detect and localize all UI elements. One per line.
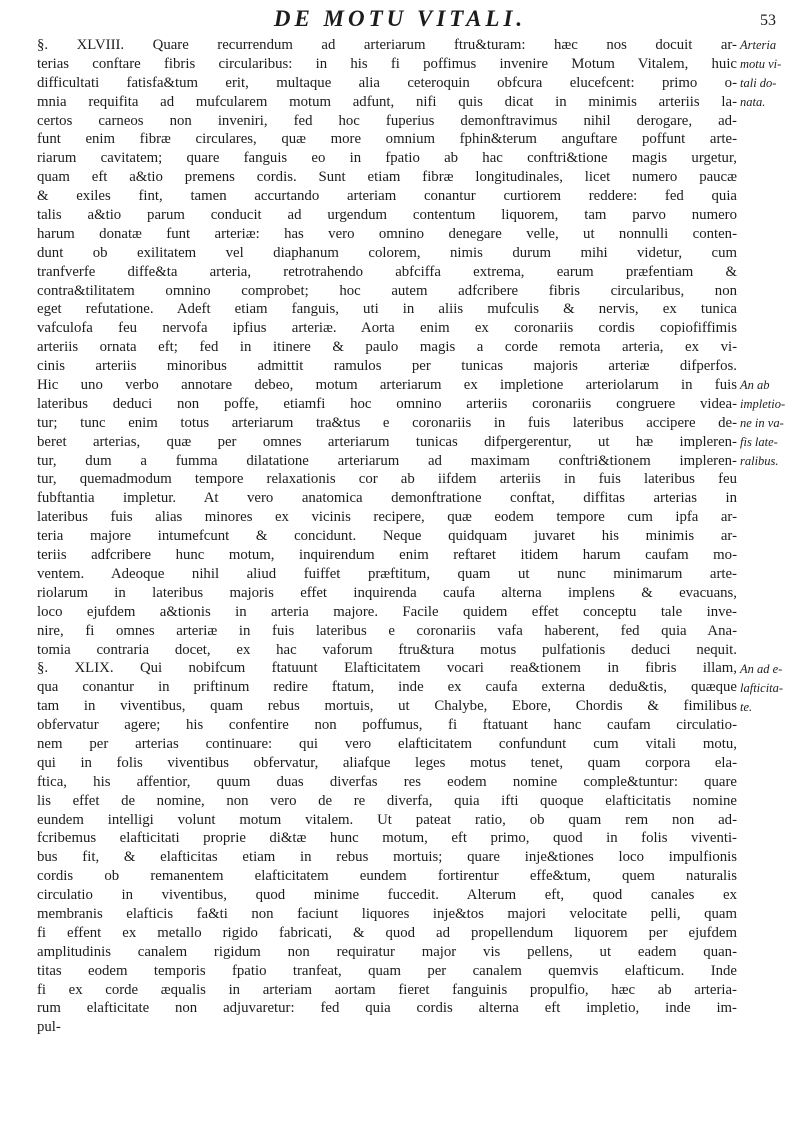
- text-line: contra&tilitatem omnino comprobet; hoc autem adfcribere fibris circularibus, non: [37, 282, 737, 299]
- text-line: membranis elafticis fa&ti non faciunt liquores inje&tos majori velocitate pelli, quam: [37, 905, 737, 922]
- text-line: obfervatur agere; his confentire non poffumus, fi ftatuant hanc caufam circulatio-: [37, 717, 737, 734]
- text-line: & exiles fint, tamen accurtando arteriam conantur curtiorem reddere: fed quia: [37, 188, 737, 205]
- margin-note: Arteria: [740, 38, 777, 52]
- margin-note: ralibus.: [740, 453, 779, 468]
- text-line: eget refutatione. Adeft etiam fanguis, uti in aliis mufculis & nervis, ex tunica: [37, 301, 737, 318]
- margin-note: motu vi-: [740, 56, 782, 71]
- text-line: arteriis ornata eft; fed in itinere & paulo magis a corde remota arteria, ex vi-: [37, 339, 737, 356]
- text-line: teria majore intumefcunt & concidunt. Neque quidquam juvaret his minimis ar-: [37, 528, 737, 545]
- text-line: titas eodem temporis fpatio tranfeat, quam per canalem quemvis elafticum. Inde: [37, 962, 737, 979]
- text-line: loco ejufdem a&tionis in arteria majore. Facile quidem effet conceptu tale inve-: [37, 603, 737, 620]
- text-line: rum elafticitate non adjuvaretur: fed quia cordis alterna eft impletio, inde im-: [37, 1000, 737, 1017]
- text-line: nire, fi omnes arteriæ in fuis lateribus e coronariis vafa haberent, fed quia Ana-: [37, 622, 737, 639]
- text-line: tam in viventibus, quam rebus mortuis, ut Chalybe, Ebore, Chordis & fimilibus: [37, 698, 737, 715]
- text-line: bus fit, & elafticitas etiam in rebus mortuis; quare inje&tiones loco impulfionis: [37, 849, 737, 866]
- text-line: fi effent ex metallo rigido fabricati, & quod ad propellendum liquorem per ejufdem: [37, 924, 737, 941]
- text-line: lateribus deduci non poffe, etiamfi hoc omnino arteriis coronariis congruere videa-: [37, 395, 737, 412]
- text-line: vafculofa feu nervofa ipfius arteriæ. Aorta enim ex coronariis cordis copiofiffimis: [37, 320, 737, 337]
- text-line: difficultati fatisfa&tum erit, multaque alia ceteroquin obfcura elucefcent: primo o-: [37, 74, 737, 91]
- text-line: fcribemus elafticitati proprie di&tæ hunc motum, eft primo, quod in folis viventi-: [37, 830, 737, 847]
- margin-note: fis late-: [740, 434, 778, 449]
- text-line: teriis adfcribere hunc motum, inquirendum enim reftaret itidem harum caufam mo-: [37, 547, 737, 564]
- text-line: riolarum in lateribus majoris effet inquirenda caufa alterna implens & evacuans,: [37, 584, 737, 601]
- text-line: harum donatæ funt arteriæ: has vero omnino denegare velle, ut nonnulli conten-: [37, 225, 737, 242]
- text-line: ventem. Adeoque nihil aliud fuiffet præftitum, quam ut nunc minimarum arte-: [37, 565, 737, 582]
- text-line: tomia contraria docet, ex hac vaforum ftru&tura motus pulfationis deduci nequit.: [37, 641, 737, 658]
- margin-note: An ab: [740, 378, 770, 393]
- margin-note: lafticita-: [740, 680, 784, 695]
- text-line: cordis ob remanentem elafticitatem eundem fortirentur effe&tum, quem naturalis: [37, 868, 737, 885]
- margin-note: nata.: [740, 94, 766, 109]
- text-line: beret arterias, quæ per omnes arteriarum tunicas difpergerentur, ut hæ impleren-: [37, 433, 737, 450]
- text-line: lis effet de nomine, non vero de re diverfa, quia ifti quoque elafticitatis nomine: [37, 792, 737, 809]
- text-line: circulatio in viventibus, quod minime fuccedit. Alterum eft, quod canales ex: [37, 887, 737, 904]
- margin-note: impletio-: [740, 397, 786, 412]
- text-line: talis a&tio parum conducit ad urgendum contentum liquorem, tam parvo numero: [37, 207, 737, 224]
- page-number: 53: [760, 12, 776, 29]
- text-line: mnia requifita ad mufcularem motum adfunt, nifi quis dicat in minimis arteriis la-: [37, 93, 737, 110]
- text-line: qui in folis viventibus obfervatur, aliafque leges motus tenet, quam corpora ela-: [37, 754, 737, 771]
- text-line: qua conantur in priftinum redire ftatum, inde ex caufa externa dedu&tis, quæque: [37, 679, 737, 696]
- text-line: dunt ob exilitatem vel diaphanum colorem, nimis durum mihi videtur, cum: [37, 244, 737, 261]
- text-line: pul-: [37, 1019, 61, 1036]
- body-text: [37, 36, 737, 1037]
- text-line: tur, quemadmodum tempore relaxationis cor ab iifdem arteriis in fuis lateribus feu: [37, 471, 737, 488]
- text-line: riarum cavitatem; quare fanguis eo in fpatio ab hac conftri&tione magis urgetur,: [37, 150, 737, 167]
- margin-note: tali do-: [740, 75, 777, 90]
- text-line: §. XLVIII. Quare recurrendum ad arteriarum ftru&turam: hæc nos docuit ar-: [37, 37, 737, 53]
- margin-note: ne in va-: [740, 416, 784, 430]
- text-line: amplitudinis canalem rigidum non requiratur major vis pellens, ut eadem quan-: [37, 943, 737, 960]
- text-line: tur, dum a fumma dilatatione arteriarum ad maximam conftri&tionem impleren-: [37, 452, 737, 469]
- text-line: tranfverfe diffe&ta arteria, retrotrahendo abfciffa extrema, earum præfentiam &: [37, 263, 737, 280]
- text-line: cinis arteriis minoribus admittit ramulos per tunicas majoris arteriæ difperfos.: [37, 358, 737, 375]
- text-line: nem per arterias continuare: qui vero elafticitatem confundunt cum vitali motu,: [37, 735, 737, 752]
- text-line: fubftantia impletur. At vero anatomica demonftratione conftat, diffitas arterias in: [37, 490, 737, 507]
- margin-note: An ad e-: [740, 661, 783, 676]
- text-line: fi ex corde æqualis in arteriam aortam fieret fanguinis propulfio, hæc ab arteria-: [37, 981, 737, 998]
- text-line: quam eft a&tio premens cordis. Sunt etiam fibræ longitudinales, licet numero paucæ: [37, 169, 737, 186]
- text-line: ftica, his affentior, quum duas diverfas res eodem nomine comple&tuntur: quare: [37, 773, 737, 790]
- text-line: Hic uno verbo annotare debeo, motum arteriarum ex impletione arteriolarum in fuis: [37, 377, 737, 394]
- text-line: certos carneos non inveniri, fed hoc fuperius demonftravimus nihil derogare, ad-: [37, 112, 737, 129]
- margin-note: te.: [740, 699, 753, 714]
- text-line: tur; tunc enim totus arteriarum tra&tus e coronariis in fuis lateribus accipere de-: [37, 414, 737, 431]
- running-title: DE MOTU VITALI.: [273, 6, 527, 31]
- text-line: funt enim fibræ circulares, quæ more omnium fphin&terum anguftare poffunt arte-: [37, 131, 737, 148]
- text-line: lateribus fuis alias minores ex vicinis recipere, quæ eodem tempore cum ipfa ar-: [37, 509, 737, 526]
- text-line: terias conftare fibris circularibus: in his fi poffimus invenire Motum Vitalem, huic: [37, 55, 737, 72]
- text-line: §. XLIX. Qui nobifcum ftatuunt Elafticitatem vocari rea&tionem in fibris illam,: [37, 660, 737, 677]
- text-line: eundem intelligi volunt motum vitalem. Ut pateat ratio, ob quam rem non ad-: [37, 811, 737, 828]
